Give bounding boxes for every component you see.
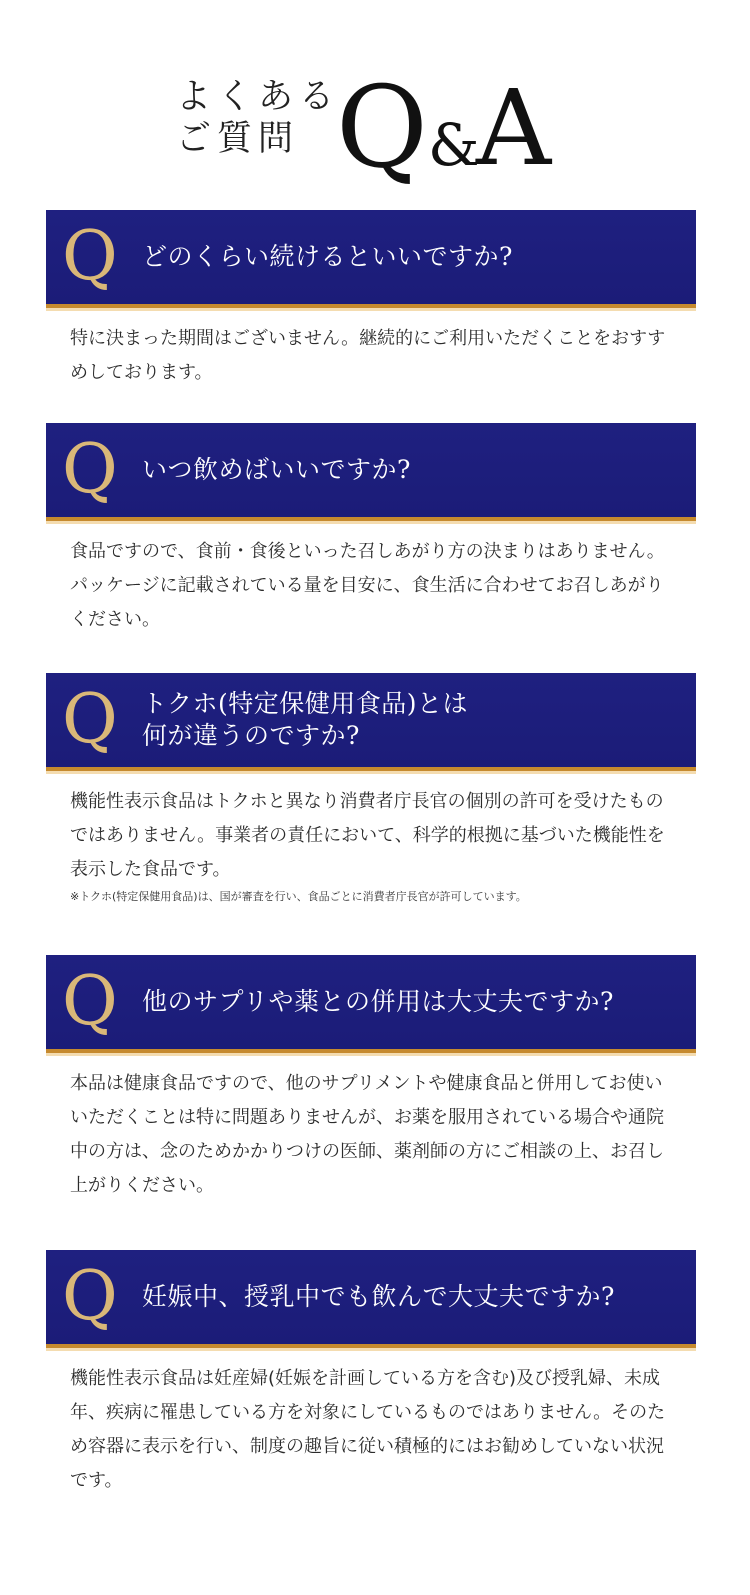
faq-item xyxy=(46,673,696,907)
answer-text: 機能性表示食品はトクホと異なり消費者庁長官の個別の許可を受けたものではありません。事業者の責任において、科学的根拠に基づいた機能性を表示した食品です。 xyxy=(70,791,665,880)
question-bar xyxy=(46,673,696,771)
question-line: トクホ(特定保健用食品)とは xyxy=(142,689,469,718)
question-text xyxy=(142,241,513,273)
question-bar xyxy=(46,955,696,1053)
header-title-line1: よくある xyxy=(176,77,341,117)
question-text xyxy=(142,1281,615,1313)
answer-text: 食品ですので、食前・食後といった召しあがり方の決まりはありません。パッケージに記載されている量を目安に、食生活に合わせてお召しあがりください。 xyxy=(70,541,665,630)
qa-logo xyxy=(336,63,566,193)
header-title xyxy=(176,76,340,160)
question-line: 他のサプリや薬との併用は大丈夫ですか? xyxy=(142,987,614,1016)
q-mark: Q xyxy=(62,1257,118,1336)
qa-logo-ampersand: & xyxy=(428,111,480,179)
faq-item xyxy=(46,423,696,637)
qa-logo-a: A xyxy=(476,67,552,189)
question-line: いつ飲めばいいですか? xyxy=(142,455,411,484)
question-bar xyxy=(46,423,696,521)
question-bar xyxy=(46,1250,696,1348)
answer-text: 機能性表示食品は妊産婦(妊娠を計画している方を含む)及び授乳婦、未成年、疾病に罹患している方を対象にしているものではありません。そのため容器に表示を行い、制度の趣旨に従い積極的にはお勧めしていない状況です。 xyxy=(70,1368,666,1491)
faq-item xyxy=(46,955,696,1203)
question-text xyxy=(142,986,614,1018)
qa-logo-q: Q xyxy=(336,63,428,193)
question-line: 何が違うのですか? xyxy=(142,721,360,750)
question-text xyxy=(142,454,411,486)
q-mark: Q xyxy=(62,962,118,1041)
answer-text: 特に決まった期間はございません。継続的にご利用いただくことをおすすめしております。 xyxy=(70,328,666,383)
faq-item xyxy=(46,1250,696,1498)
q-mark: Q xyxy=(62,217,118,296)
q-mark: Q xyxy=(62,680,118,759)
q-mark: Q xyxy=(62,430,118,509)
question-bar xyxy=(46,210,696,308)
question-text xyxy=(142,688,468,752)
answer-note: ※トクホ(特定保健用食品)は、国が審査を行い、食品ごとに消費者庁長官が許可しています。 xyxy=(70,890,527,903)
header-title-line2: ご質問 xyxy=(176,119,300,159)
question-line: どのくらい続けるといいですか? xyxy=(142,242,513,271)
question-line: 妊娠中、授乳中でも飲んで大丈夫ですか? xyxy=(142,1282,615,1311)
faq-item xyxy=(46,210,696,390)
page-header xyxy=(0,0,750,210)
answer-text: 本品は健康食品ですので、他のサプリメントや健康食品と併用してお使いいただくことは特に問題ありませんが、お薬を服用されている場合や通院中の方は、念のためかかりつけの医師、薬剤師の方にご相談の上、お召し上がりください。 xyxy=(70,1073,664,1196)
